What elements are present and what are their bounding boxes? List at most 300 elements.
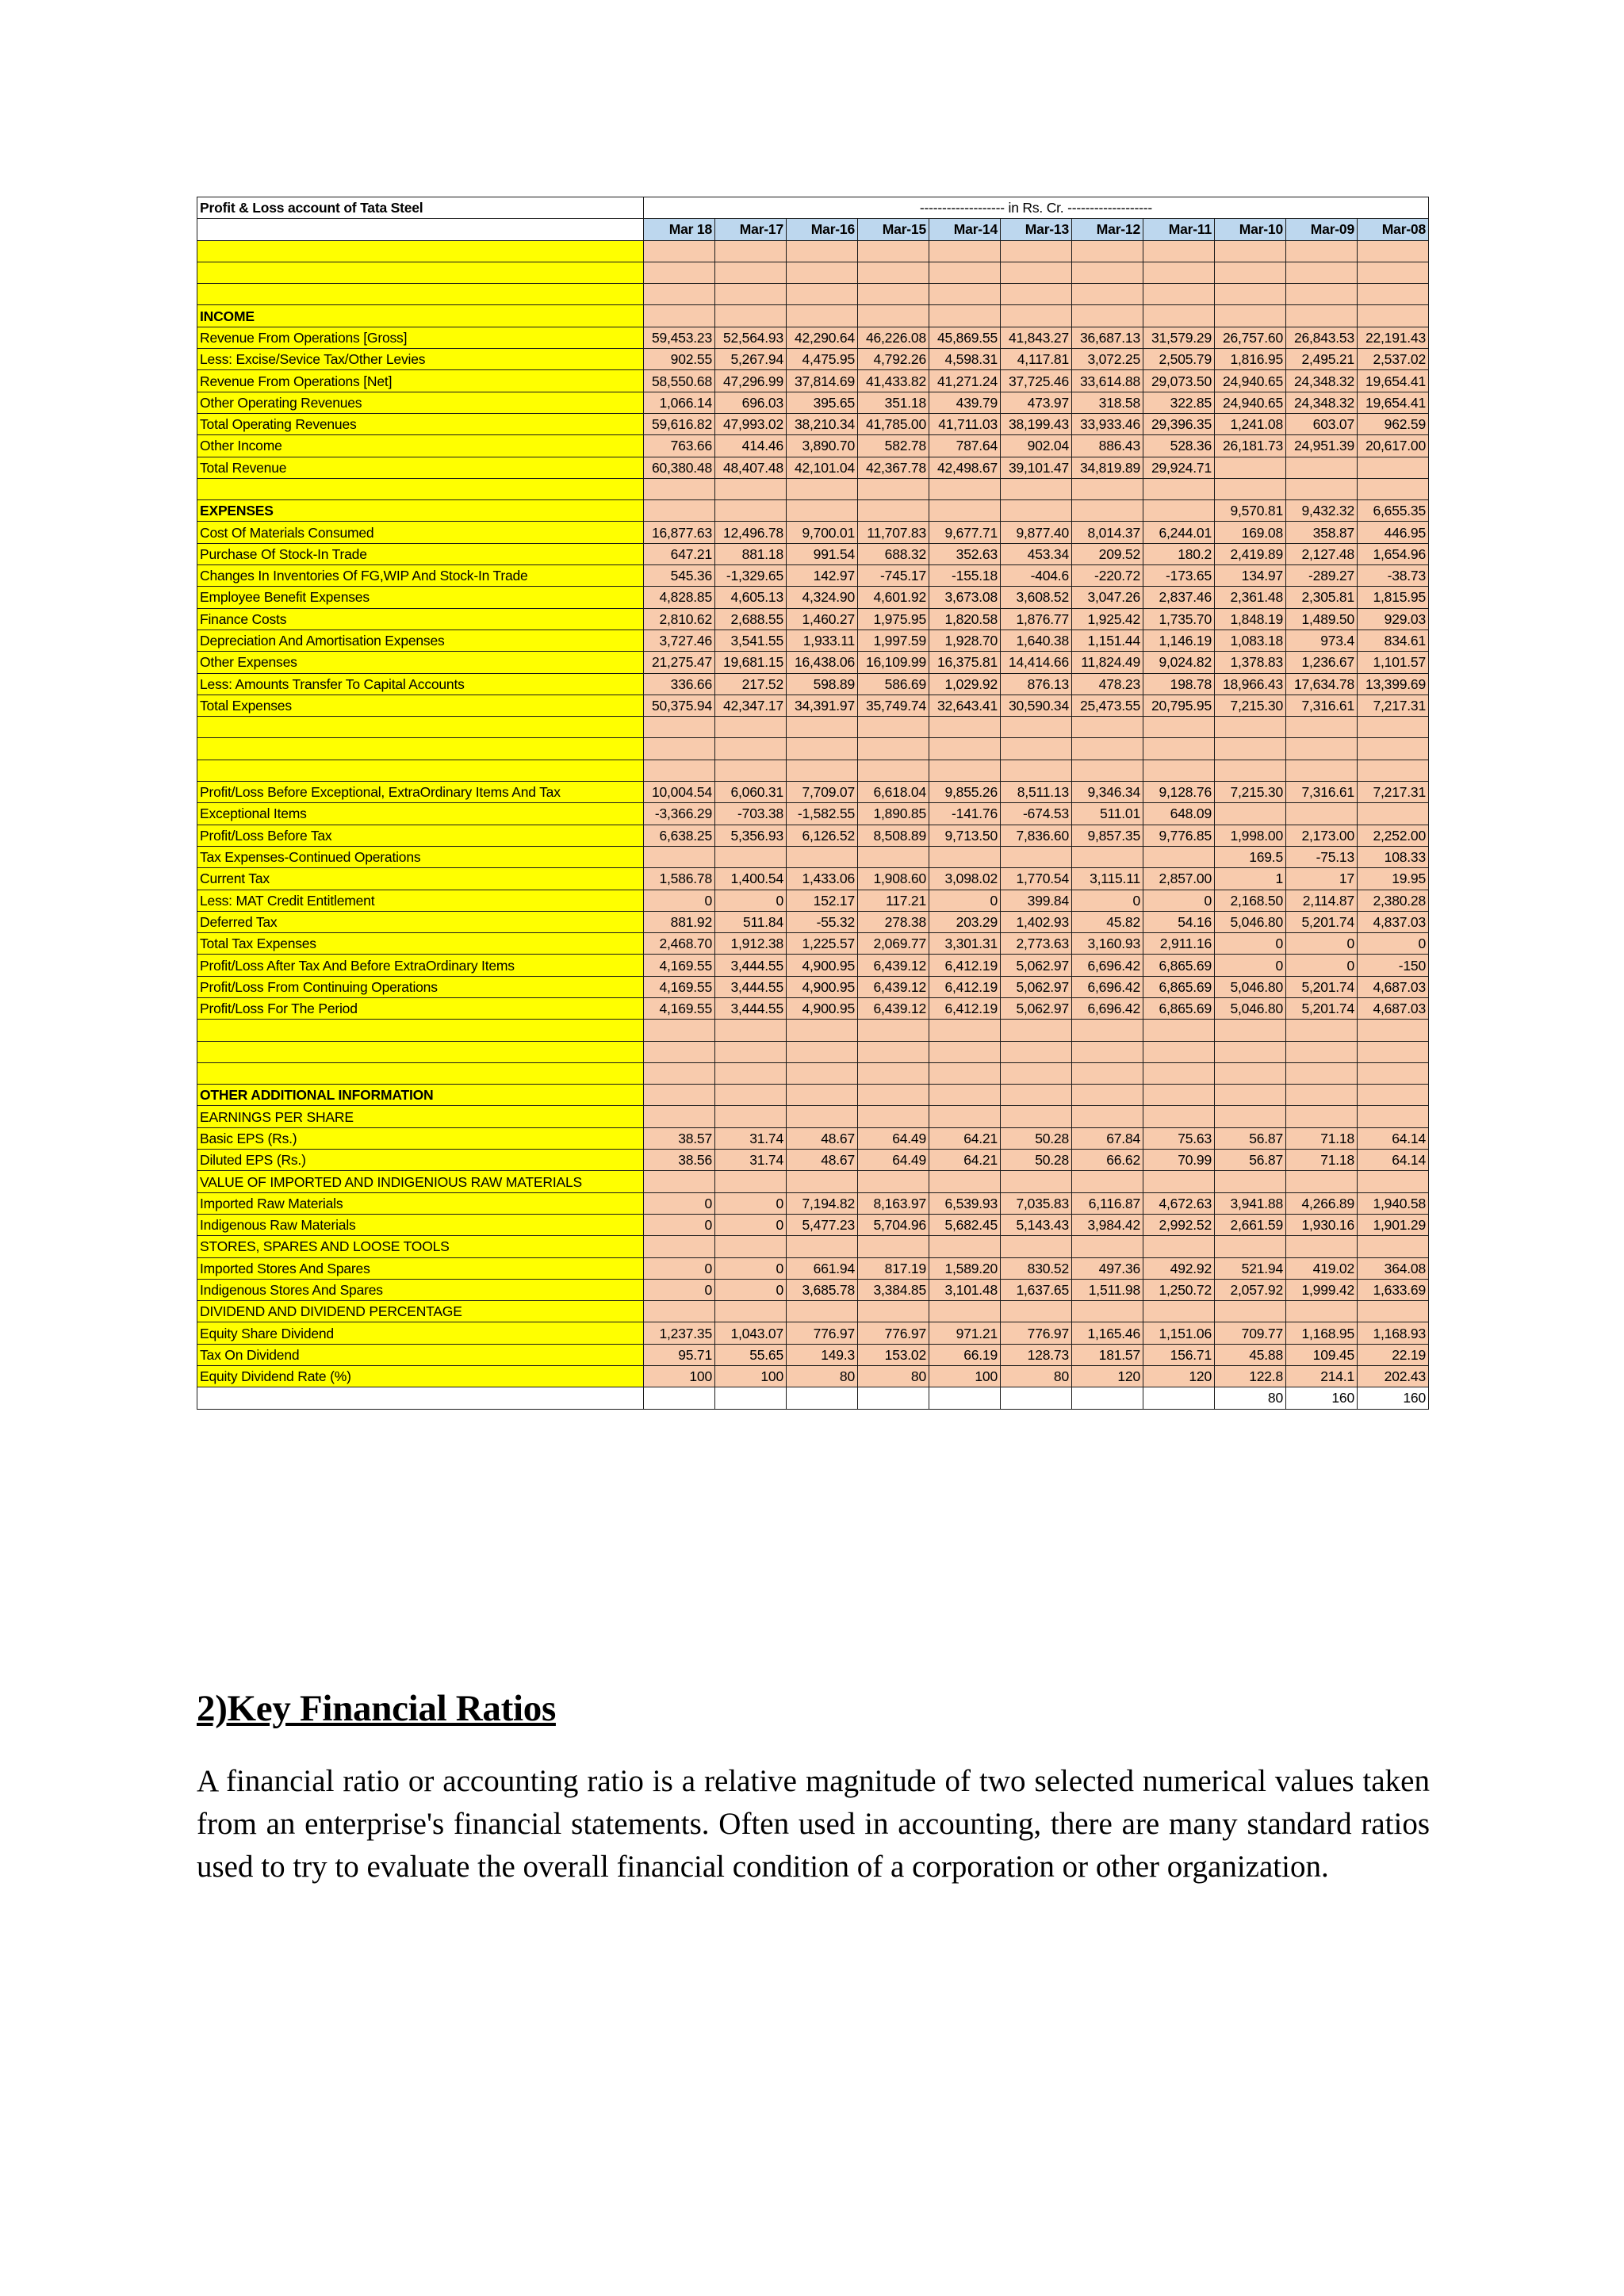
value-cell: [1215, 262, 1286, 283]
value-cell: [787, 305, 858, 327]
value-cell: 497.36: [1072, 1257, 1143, 1279]
value-cell: 202.43: [1358, 1366, 1429, 1387]
value-cell: [715, 1041, 787, 1062]
table-row: [197, 890, 1429, 911]
value-cell: 22.19: [1358, 1344, 1429, 1365]
value-cell: 41,711.03: [929, 413, 1001, 434]
value-cell: 5,267.94: [715, 349, 787, 370]
value-cell: 48.67: [787, 1127, 858, 1149]
value-cell: [1358, 1236, 1429, 1257]
value-cell: [715, 1062, 787, 1084]
value-cell: 4,792.26: [858, 349, 929, 370]
value-cell: 322.85: [1143, 392, 1215, 413]
value-cell: 1,165.46: [1072, 1322, 1143, 1344]
value-cell: [1072, 1236, 1143, 1257]
value-cell: 26,181.73: [1215, 435, 1286, 457]
value-cell: 1,890.85: [858, 803, 929, 825]
value-cell: 180.2: [1143, 543, 1215, 564]
value-cell: 60,380.48: [644, 457, 715, 478]
table-row: [197, 1322, 1429, 1344]
value-cell: 962.59: [1358, 413, 1429, 434]
value-cell: 70.99: [1143, 1150, 1215, 1171]
value-cell: 1,770.54: [1001, 868, 1072, 890]
table-row: [197, 543, 1429, 564]
row-label: Total Operating Revenues: [197, 413, 644, 434]
value-cell: 1,876.77: [1001, 608, 1072, 629]
value-cell: [929, 1041, 1001, 1062]
row-label: Tax Expenses-Continued Operations: [197, 846, 644, 867]
value-cell: [1358, 305, 1429, 327]
value-cell: [787, 717, 858, 738]
value-cell: 0: [1215, 933, 1286, 955]
value-cell: 5,477.23: [787, 1214, 858, 1235]
value-cell: [1215, 478, 1286, 499]
value-cell: 6,539.93: [929, 1192, 1001, 1214]
value-cell: 41,433.82: [858, 370, 929, 392]
table-row: [197, 1236, 1429, 1257]
value-cell: 38,199.43: [1001, 413, 1072, 434]
value-cell: 152.17: [787, 890, 858, 911]
value-cell: 1,999.42: [1286, 1279, 1358, 1300]
value-cell: [1358, 1301, 1429, 1322]
value-cell: [787, 738, 858, 760]
value-cell: 0: [715, 1214, 787, 1235]
value-cell: -745.17: [858, 565, 929, 587]
row-label: Indigenous Stores And Spares: [197, 1279, 644, 1300]
value-cell: 453.34: [1001, 543, 1072, 564]
value-cell: 1,940.58: [1358, 1192, 1429, 1214]
value-cell: [1215, 240, 1286, 262]
value-cell: 2,305.81: [1286, 587, 1358, 608]
table-row: [197, 782, 1429, 803]
value-cell: 19,654.41: [1358, 370, 1429, 392]
value-cell: 24,348.32: [1286, 392, 1358, 413]
value-cell: [1286, 478, 1358, 499]
value-cell: 2,992.52: [1143, 1214, 1215, 1235]
value-cell: 9,677.71: [929, 522, 1001, 543]
value-cell: 876.13: [1001, 673, 1072, 695]
value-cell: 0: [1215, 955, 1286, 976]
value-cell: 217.52: [715, 673, 787, 695]
value-cell: 160: [1358, 1387, 1429, 1409]
value-cell: [715, 1387, 787, 1409]
value-cell: 134.97: [1215, 565, 1286, 587]
value-cell: 8,508.89: [858, 825, 929, 846]
row-label: [197, 1387, 644, 1409]
column-header: Mar-13: [1001, 219, 1072, 240]
value-cell: [1215, 1106, 1286, 1127]
table-title-row: [197, 197, 1429, 219]
value-cell: [1215, 717, 1286, 738]
value-cell: 0: [1358, 933, 1429, 955]
value-cell: [644, 500, 715, 522]
value-cell: [1072, 1062, 1143, 1084]
value-cell: 71.18: [1286, 1150, 1358, 1171]
value-cell: 66.19: [929, 1344, 1001, 1365]
value-cell: [1143, 1062, 1215, 1084]
value-cell: [1072, 478, 1143, 499]
value-cell: [787, 1387, 858, 1409]
table-row: [197, 997, 1429, 1019]
value-cell: 661.94: [787, 1257, 858, 1279]
value-cell: 29,073.50: [1143, 370, 1215, 392]
row-label: Employee Benefit Expenses: [197, 587, 644, 608]
value-cell: 9,346.34: [1072, 782, 1143, 803]
value-cell: -173.65: [1143, 565, 1215, 587]
value-cell: 5,201.74: [1286, 911, 1358, 932]
table-row: [197, 349, 1429, 370]
value-cell: [1358, 717, 1429, 738]
table-row: [197, 1192, 1429, 1214]
value-cell: [1072, 262, 1143, 283]
value-cell: [715, 1085, 787, 1106]
value-cell: 80: [1215, 1387, 1286, 1409]
value-cell: 45.82: [1072, 911, 1143, 932]
value-cell: 203.29: [929, 911, 1001, 932]
value-cell: [715, 1020, 787, 1041]
row-label: Imported Raw Materials: [197, 1192, 644, 1214]
value-cell: 528.36: [1143, 435, 1215, 457]
value-cell: [787, 1236, 858, 1257]
value-cell: [1286, 738, 1358, 760]
value-cell: 414.46: [715, 435, 787, 457]
value-cell: 318.58: [1072, 392, 1143, 413]
row-label: [197, 262, 644, 283]
value-cell: 0: [644, 890, 715, 911]
value-cell: [929, 1020, 1001, 1041]
value-cell: [715, 760, 787, 781]
value-cell: 31.74: [715, 1150, 787, 1171]
value-cell: 3,047.26: [1072, 587, 1143, 608]
value-cell: [644, 1301, 715, 1322]
value-cell: 3,301.31: [929, 933, 1001, 955]
value-cell: [644, 760, 715, 781]
value-cell: 4,169.55: [644, 955, 715, 976]
column-header: Mar-09: [1286, 219, 1358, 240]
value-cell: [858, 846, 929, 867]
value-cell: 6,116.87: [1072, 1192, 1143, 1214]
value-cell: [929, 717, 1001, 738]
row-label: [197, 717, 644, 738]
value-cell: 5,143.43: [1001, 1214, 1072, 1235]
value-cell: [1358, 1106, 1429, 1127]
value-cell: 34,391.97: [787, 695, 858, 716]
value-cell: [787, 500, 858, 522]
value-cell: [644, 478, 715, 499]
value-cell: 38,210.34: [787, 413, 858, 434]
value-cell: [929, 1171, 1001, 1192]
value-cell: 881.92: [644, 911, 715, 932]
value-cell: [1286, 284, 1358, 305]
value-cell: 586.69: [858, 673, 929, 695]
value-cell: 54.16: [1143, 911, 1215, 932]
value-cell: 7,194.82: [787, 1192, 858, 1214]
value-cell: 33,933.46: [1072, 413, 1143, 434]
row-label: Profit/Loss After Tax And Before ExtraOrdinary Items: [197, 955, 644, 976]
value-cell: 9,432.32: [1286, 500, 1358, 522]
value-cell: [1072, 1171, 1143, 1192]
value-cell: 902.04: [1001, 435, 1072, 457]
value-cell: 364.08: [1358, 1257, 1429, 1279]
value-cell: 3,673.08: [929, 587, 1001, 608]
value-cell: 7,316.61: [1286, 695, 1358, 716]
value-cell: 19.95: [1358, 868, 1429, 890]
value-cell: 1,489.50: [1286, 608, 1358, 629]
value-cell: [1143, 1085, 1215, 1106]
value-cell: 0: [644, 1192, 715, 1214]
column-header: Mar-16: [787, 219, 858, 240]
table-row: [197, 305, 1429, 327]
value-cell: 352.63: [929, 543, 1001, 564]
value-cell: [1072, 760, 1143, 781]
value-cell: [1072, 284, 1143, 305]
value-cell: 1,241.08: [1215, 413, 1286, 434]
value-cell: 169.5: [1215, 846, 1286, 867]
value-cell: 1,237.35: [644, 1322, 715, 1344]
value-cell: 8,014.37: [1072, 522, 1143, 543]
value-cell: 598.89: [787, 673, 858, 695]
value-cell: [858, 1106, 929, 1127]
value-cell: 1: [1215, 868, 1286, 890]
row-label: Deferred Tax: [197, 911, 644, 932]
value-cell: [1143, 478, 1215, 499]
value-cell: [1215, 284, 1286, 305]
value-cell: 7,215.30: [1215, 695, 1286, 716]
value-cell: 439.79: [929, 392, 1001, 413]
table-row: [197, 846, 1429, 867]
value-cell: [644, 1041, 715, 1062]
table-row: [197, 933, 1429, 955]
value-cell: [1072, 738, 1143, 760]
value-cell: 1,511.98: [1072, 1279, 1143, 1300]
value-cell: 0: [715, 1279, 787, 1300]
value-cell: [715, 500, 787, 522]
value-cell: 198.78: [1143, 673, 1215, 695]
value-cell: 7,316.61: [1286, 782, 1358, 803]
value-cell: [1286, 1301, 1358, 1322]
value-cell: 1,820.58: [929, 608, 1001, 629]
row-label: Depreciation And Amortisation Expenses: [197, 629, 644, 651]
value-cell: -404.6: [1001, 565, 1072, 587]
table-row: [197, 1020, 1429, 1041]
value-cell: 1,637.65: [1001, 1279, 1072, 1300]
value-cell: [787, 1085, 858, 1106]
value-cell: -150: [1358, 955, 1429, 976]
value-cell: 1,912.38: [715, 933, 787, 955]
value-cell: 67.84: [1072, 1127, 1143, 1149]
value-cell: 52,564.93: [715, 327, 787, 348]
table-row: [197, 717, 1429, 738]
value-cell: 5,201.74: [1286, 997, 1358, 1019]
table-row: [197, 1085, 1429, 1106]
value-cell: 0: [644, 1279, 715, 1300]
value-cell: 34,819.89: [1072, 457, 1143, 478]
profit-loss-table: [197, 197, 1429, 1410]
value-cell: 4,475.95: [787, 349, 858, 370]
value-cell: 817.19: [858, 1257, 929, 1279]
table-row: [197, 738, 1429, 760]
value-cell: 4,900.95: [787, 955, 858, 976]
table-row: [197, 1257, 1429, 1279]
value-cell: [787, 1041, 858, 1062]
table-row: [197, 1127, 1429, 1149]
value-cell: 2,837.46: [1143, 587, 1215, 608]
column-header-row: [197, 219, 1429, 240]
row-label: Profit/Loss From Continuing Operations: [197, 976, 644, 997]
value-cell: [715, 1301, 787, 1322]
value-cell: -1,582.55: [787, 803, 858, 825]
column-header: Mar-11: [1143, 219, 1215, 240]
value-cell: 2,505.79: [1143, 349, 1215, 370]
row-label: Indigenous Raw Materials: [197, 1214, 644, 1235]
value-cell: 3,115.11: [1072, 868, 1143, 890]
row-label: Profit/Loss Before Exceptional, ExtraOrdinary Items And Tax: [197, 782, 644, 803]
value-cell: [1286, 305, 1358, 327]
section-heading: 2)Key Financial Ratios: [197, 1688, 556, 1729]
value-cell: [715, 738, 787, 760]
value-cell: [1072, 1106, 1143, 1127]
value-cell: 58,550.68: [644, 370, 715, 392]
value-cell: 19,654.41: [1358, 392, 1429, 413]
row-label: OTHER ADDITIONAL INFORMATION: [197, 1085, 644, 1106]
row-label: Other Operating Revenues: [197, 392, 644, 413]
value-cell: 50,375.94: [644, 695, 715, 716]
value-cell: 1,933.11: [787, 629, 858, 651]
value-cell: 1,975.95: [858, 608, 929, 629]
value-cell: 48.67: [787, 1150, 858, 1171]
value-cell: 122.8: [1215, 1366, 1286, 1387]
value-cell: [929, 738, 1001, 760]
table-title: Profit & Loss account of Tata Steel: [197, 197, 644, 219]
value-cell: 3,444.55: [715, 997, 787, 1019]
value-cell: 6,696.42: [1072, 997, 1143, 1019]
value-cell: 2,810.62: [644, 608, 715, 629]
value-cell: 120: [1072, 1366, 1143, 1387]
value-cell: [1358, 457, 1429, 478]
value-cell: [929, 478, 1001, 499]
table-row: [197, 1279, 1429, 1300]
value-cell: 22,191.43: [1358, 327, 1429, 348]
value-cell: 16,438.06: [787, 652, 858, 673]
value-cell: 153.02: [858, 1344, 929, 1365]
value-cell: 351.18: [858, 392, 929, 413]
value-cell: 2,688.55: [715, 608, 787, 629]
value-cell: 5,062.97: [1001, 976, 1072, 997]
value-cell: 3,890.70: [787, 435, 858, 457]
value-cell: 37,814.69: [787, 370, 858, 392]
unit-note: ------------------- in Rs. Cr. -------------------: [644, 197, 1429, 219]
value-cell: 24,348.32: [1286, 370, 1358, 392]
value-cell: -703.38: [715, 803, 787, 825]
value-cell: [1286, 1171, 1358, 1192]
value-cell: [644, 1020, 715, 1041]
value-cell: 1,925.42: [1072, 608, 1143, 629]
value-cell: [1001, 1020, 1072, 1041]
row-label: Total Revenue: [197, 457, 644, 478]
value-cell: 4,828.85: [644, 587, 715, 608]
value-cell: [929, 1387, 1001, 1409]
table-row: [197, 911, 1429, 932]
value-cell: [1143, 240, 1215, 262]
value-cell: [715, 284, 787, 305]
value-cell: 2,495.21: [1286, 349, 1358, 370]
value-cell: 2,114.87: [1286, 890, 1358, 911]
value-cell: [1358, 478, 1429, 499]
value-cell: [1215, 760, 1286, 781]
value-cell: [1143, 1387, 1215, 1409]
value-cell: 100: [929, 1366, 1001, 1387]
value-cell: [715, 1171, 787, 1192]
value-cell: [644, 262, 715, 283]
value-cell: 38.56: [644, 1150, 715, 1171]
value-cell: 0: [644, 1257, 715, 1279]
value-cell: 971.21: [929, 1322, 1001, 1344]
table-row: [197, 868, 1429, 890]
value-cell: 128.73: [1001, 1344, 1072, 1365]
table-row: [197, 1366, 1429, 1387]
value-cell: 3,444.55: [715, 976, 787, 997]
value-cell: 419.02: [1286, 1257, 1358, 1279]
row-label: Other Expenses: [197, 652, 644, 673]
value-cell: 4,900.95: [787, 997, 858, 1019]
value-cell: 1,930.16: [1286, 1214, 1358, 1235]
value-cell: 13,399.69: [1358, 673, 1429, 695]
value-cell: 478.23: [1072, 673, 1143, 695]
value-cell: [929, 1106, 1001, 1127]
value-cell: 31,579.29: [1143, 327, 1215, 348]
value-cell: 6,618.04: [858, 782, 929, 803]
value-cell: 1,378.83: [1215, 652, 1286, 673]
value-cell: 6,439.12: [858, 997, 929, 1019]
value-cell: 3,941.88: [1215, 1192, 1286, 1214]
value-cell: [1215, 1020, 1286, 1041]
value-cell: [858, 284, 929, 305]
value-cell: [1286, 760, 1358, 781]
value-cell: [644, 1062, 715, 1084]
value-cell: [929, 284, 1001, 305]
value-cell: [1358, 1171, 1429, 1192]
row-label: INCOME: [197, 305, 644, 327]
value-cell: 12,496.78: [715, 522, 787, 543]
row-label: EXPENSES: [197, 500, 644, 522]
value-cell: -141.76: [929, 803, 1001, 825]
value-cell: [1286, 1062, 1358, 1084]
value-cell: 9,570.81: [1215, 500, 1286, 522]
value-cell: 9,128.76: [1143, 782, 1215, 803]
value-cell: 1,633.69: [1358, 1279, 1429, 1300]
value-cell: 1,400.54: [715, 868, 787, 890]
value-cell: 3,160.93: [1072, 933, 1143, 955]
value-cell: [644, 1085, 715, 1106]
table-row: [197, 457, 1429, 478]
value-cell: [1358, 760, 1429, 781]
value-cell: 3,101.48: [929, 1279, 1001, 1300]
value-cell: [1001, 1062, 1072, 1084]
value-cell: 5,062.97: [1001, 997, 1072, 1019]
value-cell: 1,083.18: [1215, 629, 1286, 651]
row-label: Profit/Loss For The Period: [197, 997, 644, 1019]
value-cell: 647.21: [644, 543, 715, 564]
column-header: Mar-15: [858, 219, 929, 240]
value-cell: 18,966.43: [1215, 673, 1286, 695]
value-cell: 6,060.31: [715, 782, 787, 803]
value-cell: 6,412.19: [929, 955, 1001, 976]
value-cell: [787, 1301, 858, 1322]
column-header: Mar-14: [929, 219, 1001, 240]
value-cell: [1358, 1062, 1429, 1084]
value-cell: 38.57: [644, 1127, 715, 1149]
value-cell: 100: [644, 1366, 715, 1387]
